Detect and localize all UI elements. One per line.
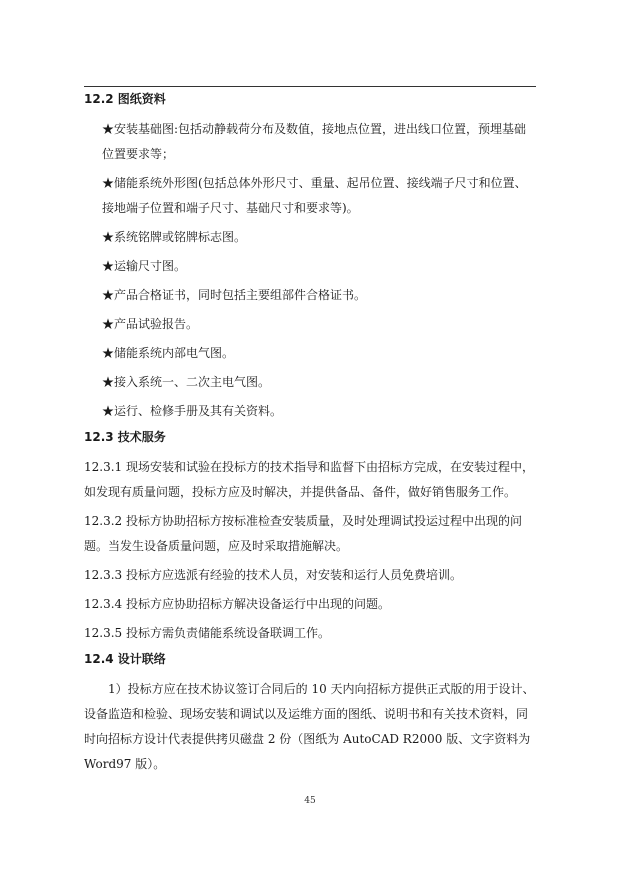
paragraph: 12.3.2 投标方协助招标方按标准检查安装质量，及时处理调试投运过程中出现的问题。当发生设备质量问题，应及时采取措施解决。 xyxy=(84,514,522,553)
section-heading-12-2: 12.2 图纸资料 xyxy=(84,92,166,106)
list-item: ★接入系统一、二次主电气图。 xyxy=(102,375,271,389)
paragraph: 12.3.1 现场安装和试验在投标方的技术指导和监督下由招标方完成，在安装过程中，如发现有质量问题，投标方应及时解决，并提供备品、备件，做好销售服务工作。 xyxy=(84,460,534,499)
paragraph: 12.3.3 投标方应选派有经验的技术人员，对安装和运行人员免费培训。 xyxy=(84,568,462,582)
list-item: ★产品试验报告。 xyxy=(102,317,199,331)
page-number: 45 xyxy=(304,796,316,806)
list-item: ★产品合格证书，同时包括主要组部件合格证书。 xyxy=(102,288,367,302)
list-item: ★运输尺寸图。 xyxy=(102,259,187,273)
list-item: ★安装基础图:包括动静载荷分布及数值，接地点位置，进出线口位置，预埋基础位置要求等； xyxy=(102,122,527,161)
paragraph: 12.3.4 投标方应协助招标方解决设备运行中出现的问题。 xyxy=(84,597,390,611)
list-item: ★系统铭牌或铭牌标志图。 xyxy=(102,230,247,244)
list-item: ★储能系统外形图(包括总体外形尺寸、重量、起吊位置、接线端子尺寸和位置、接地端子位置和端子尺寸、基础尺寸和要求等)。 xyxy=(102,176,527,215)
paragraph: 1）投标方应在技术协议签订合同后的 10 天内向招标方提供正式版的用于设计、设备监造和检验、现场安装和调试以及运维方面的图纸、说明书和有关技术资料，同时向招标方设计代表提供拷贝磁盘 2 份（图纸为 AutoCAD R2000 版、文字资料为 Word97 版）。 xyxy=(84,682,535,771)
paragraph: 12.3.5 投标方需负责储能系统设备联调工作。 xyxy=(84,626,330,640)
list-item: ★运行、检修手册及其有关资料。 xyxy=(102,404,283,418)
header-rule xyxy=(84,86,536,87)
list-item: ★储能系统内部电气图。 xyxy=(102,346,235,360)
document-body xyxy=(84,92,538,781)
section-heading-12-4: 12.4 设计联络 xyxy=(84,652,166,666)
section-heading-12-3: 12.3 技术服务 xyxy=(84,430,166,444)
